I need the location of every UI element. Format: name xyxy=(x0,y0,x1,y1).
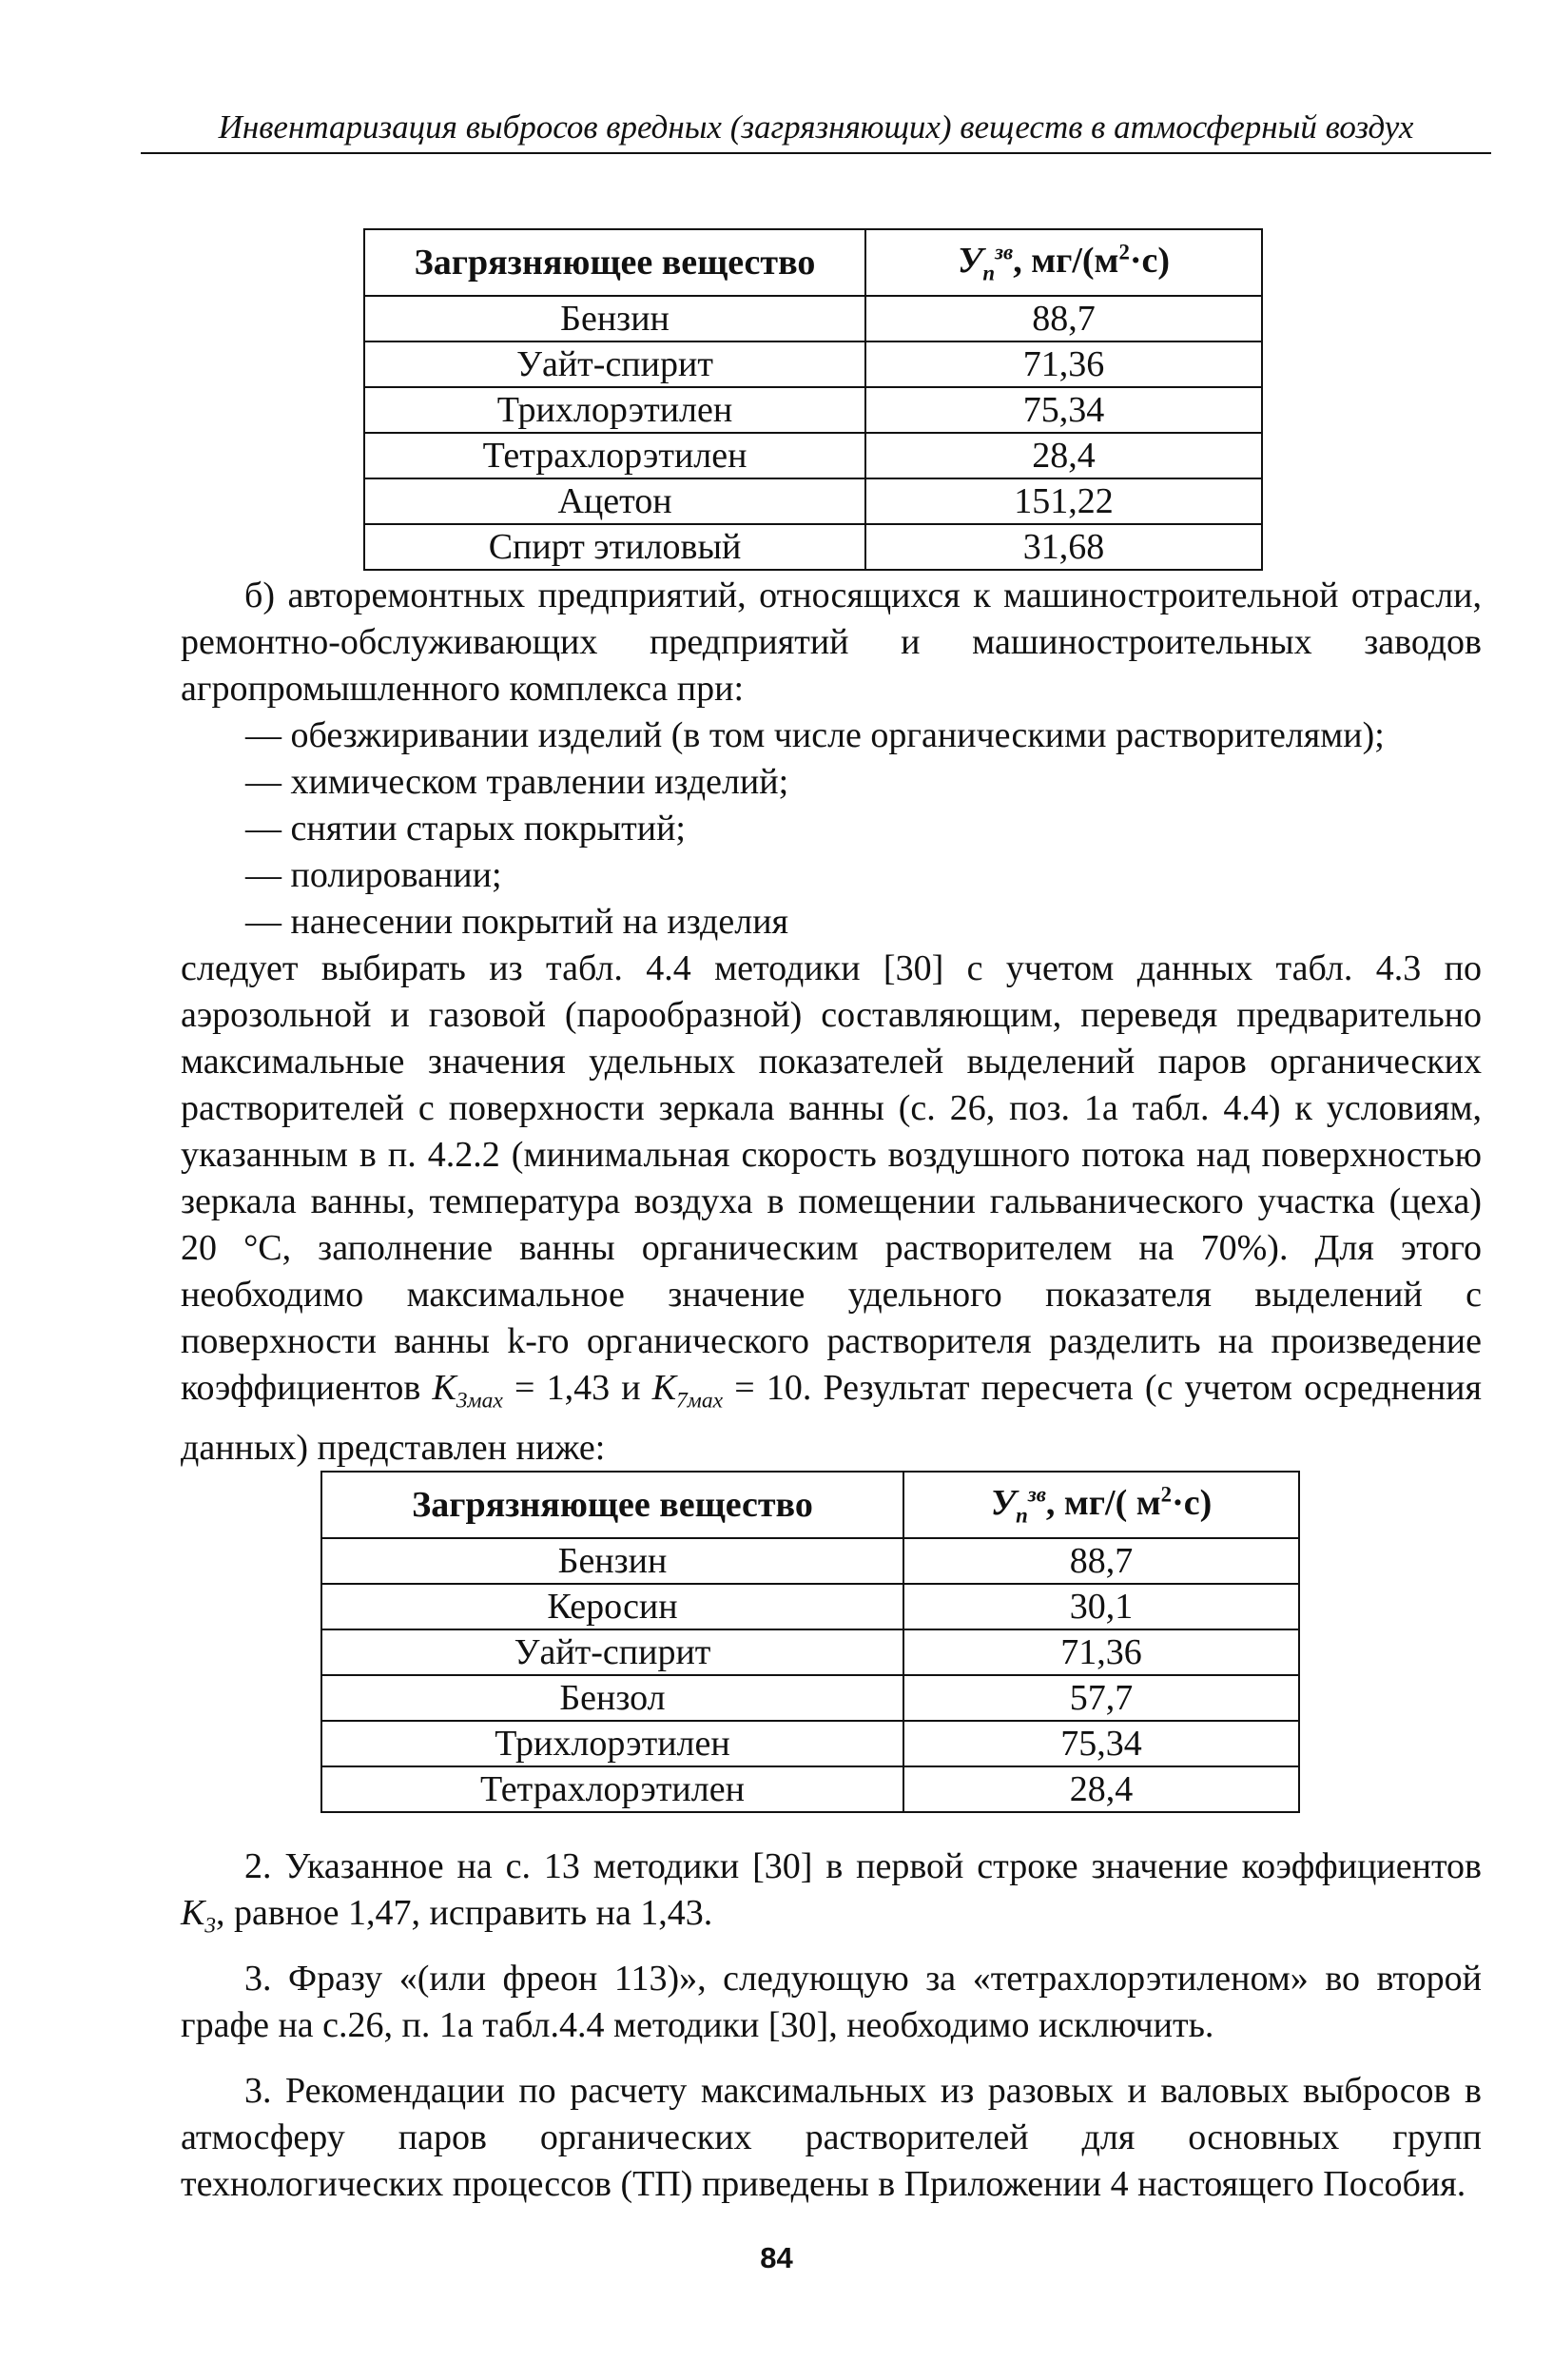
value-cell: 31,68 xyxy=(865,524,1262,570)
table-row xyxy=(321,1538,1299,1584)
value-cell: 71,36 xyxy=(903,1629,1299,1675)
dash-item: — полировании; xyxy=(245,855,502,895)
substance-cell: Тетрахлорэтилен xyxy=(364,433,865,478)
col-header-substance: Загрязняющее вещество xyxy=(321,1472,903,1538)
item-2: 2. Указанное на с. 13 методики [30] в первой строке значение коэффициентов $К_3$, равное 1,47, исправить на 1,43. xyxy=(181,1846,1482,1939)
table-row xyxy=(321,1629,1299,1675)
value-cell: 88,7 xyxy=(865,296,1262,341)
substance-cell: Спирт этиловый xyxy=(364,524,865,570)
paragraph-b: б) авторемонтных предприятий, относящихся к машиностроительной отрасли, ремонтно-обслуживающих предприятий и машиностроительных заводов агропромышленного комплекса при: xyxy=(181,575,1482,709)
value-cell: 30,1 xyxy=(903,1584,1299,1629)
substance-cell: Бензин xyxy=(321,1538,903,1584)
item-3a: 3. Фразу «(или фреон 113)», следующую за «тетрахлорэтиленом» во второй графе на с.26, п. 1а табл.4.4 методики [30], необходимо исключить. xyxy=(181,1959,1482,2045)
value-cell: 71,36 xyxy=(865,341,1262,387)
item-3b: 3. Рекомендации по расчету максимальных из разовых и валовых выбросов в атмосферу паров органических растворителей для основных групп технологических процессов (ТП) приведены в Приложении 4 настоящего Пособия. xyxy=(181,2071,1482,2204)
table-row xyxy=(364,478,1262,524)
substance-cell: Бензин xyxy=(364,296,865,341)
table-header-row xyxy=(364,229,1262,296)
page-number: 84 xyxy=(760,2241,793,2274)
table-header-row xyxy=(321,1472,1299,1538)
running-header: Инвентаризация выбросов вредных (загрязняющих) веществ в атмосферный воздух xyxy=(141,107,1491,154)
value-cell: 151,22 xyxy=(865,478,1262,524)
table-row xyxy=(321,1766,1299,1812)
emission-table-2 xyxy=(320,1471,1300,1813)
substance-cell: Уайт-спирит xyxy=(321,1629,903,1675)
substance-cell: Трихлорэтилен xyxy=(364,387,865,433)
value-cell: 75,34 xyxy=(903,1721,1299,1766)
value-cell: 28,4 xyxy=(903,1766,1299,1812)
table-row xyxy=(321,1721,1299,1766)
value-cell: 57,7 xyxy=(903,1675,1299,1721)
emission-table-1 xyxy=(363,228,1263,571)
paragraph-recalc: следует выбирать из табл. 4.4 методики [30] с учетом данных табл. 4.3 по аэрозольной и газовой (парообразной) составляющим, переведя предварительно максимальные значения удельных показателей выделений паров органических растворителей с поверхности зеркала ванны (с. 26, поз. 1а табл. 4.4) к условиям, указанным в п. 4.2.2 (минимальная скорость воздушного потока над поверхностью зеркала ванны, температура воздуха в помещении гальванического участка (цеха) 20 °С, заполнение ванны органическим растворителем на 70%). Для этого необходимо максимальное значение удельного показателя выделений с поверхности ванны k-го органического растворителя разделить на произведение коэффициентов $К_{3мах} = 1,43$ и $К_{7мах} = 10$. Результат пересчета (с учетом осреднения данных) представлен ниже: xyxy=(181,948,1482,1468)
value-cell: 88,7 xyxy=(903,1538,1299,1584)
value-cell: 75,34 xyxy=(865,387,1262,433)
table-row xyxy=(364,433,1262,478)
dash-item: — нанесении покрытий на изделия xyxy=(245,902,789,942)
substance-cell: Бензол xyxy=(321,1675,903,1721)
table-row xyxy=(364,296,1262,341)
substance-cell: Тетрахлорэтилен xyxy=(321,1766,903,1812)
table-row xyxy=(321,1584,1299,1629)
dash-item: — обезжиривании изделий (в том числе органическими растворителями); xyxy=(245,715,1385,755)
table-row xyxy=(364,524,1262,570)
table-row xyxy=(364,387,1262,433)
col-header-value: $У_п^{зв}$, мг/( $м^2\cdot с$) xyxy=(903,1472,1299,1538)
table-row xyxy=(364,341,1262,387)
substance-cell: Уайт-спирит xyxy=(364,341,865,387)
substance-cell: Трихлорэтилен xyxy=(321,1721,903,1766)
col-header-substance: Загрязняющее вещество xyxy=(364,229,865,296)
col-header-value: $У_п^{зв}$, $мг/(м^2\cdot с)$ xyxy=(865,229,1262,296)
substance-cell: Керосин xyxy=(321,1584,903,1629)
dash-item: — снятии старых покрытий; xyxy=(245,809,686,849)
table-row xyxy=(321,1675,1299,1721)
value-cell: 28,4 xyxy=(865,433,1262,478)
substance-cell: Ацетон xyxy=(364,478,865,524)
dash-item: — химическом травлении изделий; xyxy=(245,762,789,802)
